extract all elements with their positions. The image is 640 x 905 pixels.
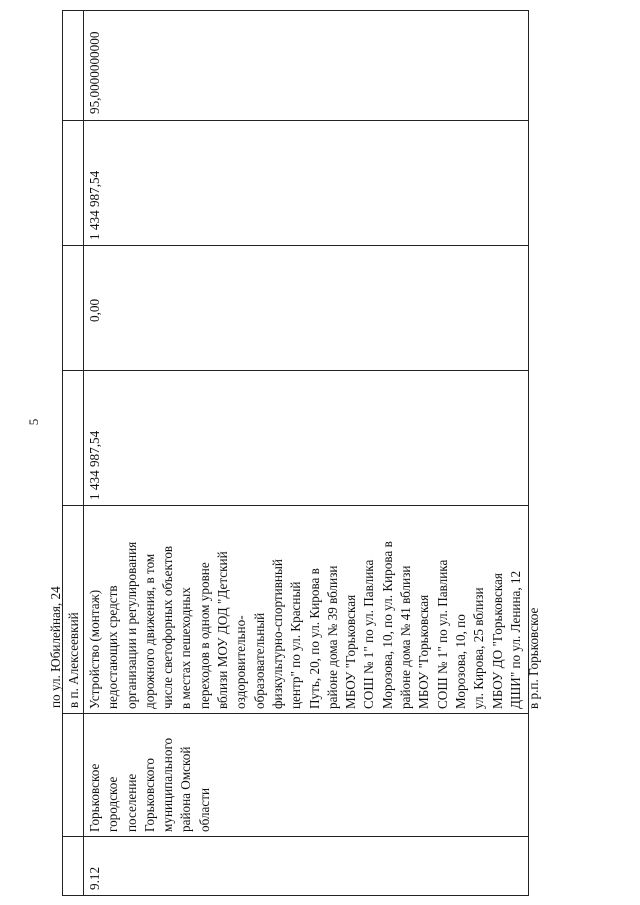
table-rule xyxy=(62,10,529,11)
table-rule xyxy=(528,10,529,896)
table-rule xyxy=(83,10,84,896)
share-value: 95,0000000000 xyxy=(87,31,102,114)
table-rule xyxy=(62,120,529,121)
total-amount: 1 434 987,54 xyxy=(87,430,102,500)
subsidy-amount: 1 434 987,54 xyxy=(87,170,102,240)
table-rule xyxy=(62,836,529,837)
work-description: Устройство (монтаж) недостающих средств организации и регулирования дорожного движения, в том числе светофорных объектов в местах пешеходных переходов в одном уровне вблизи МОУ ДОД "Детский оздоровительно- образовательный физкультурно-спортивный центр" по ул. Красный Путь, 20, по ул. Кирова в районе дома № 39 вблизи МБОУ "Горьковская СОШ № 1" по ул. Павлика Морозова, 10, по ул. Кирова в районе дома № 41 вблизи МБОУ "Горьковская СОШ № 1" по ул. Павлика Морозова, 10, по ул. Кирова, 25 вблизи МБОУ ДО "Горьковская ДШИ" по ул. Ленина, 12 в р.п. Горьковское xyxy=(87,541,542,709)
address-continuation: по ул. Юбилейная, 24 в п. Алексеевкий xyxy=(48,586,82,708)
table-rule xyxy=(62,895,529,896)
page-number: 5 xyxy=(26,418,41,426)
municipality-name: Горьковское городское поселение Горьковского муниципального района Омской области xyxy=(87,737,212,832)
row-number: 9.12 xyxy=(87,866,102,890)
local-budget-amount: 0,00 xyxy=(87,298,102,322)
table-rule xyxy=(62,245,529,246)
table-rule xyxy=(62,370,529,371)
table-rule xyxy=(62,10,63,896)
